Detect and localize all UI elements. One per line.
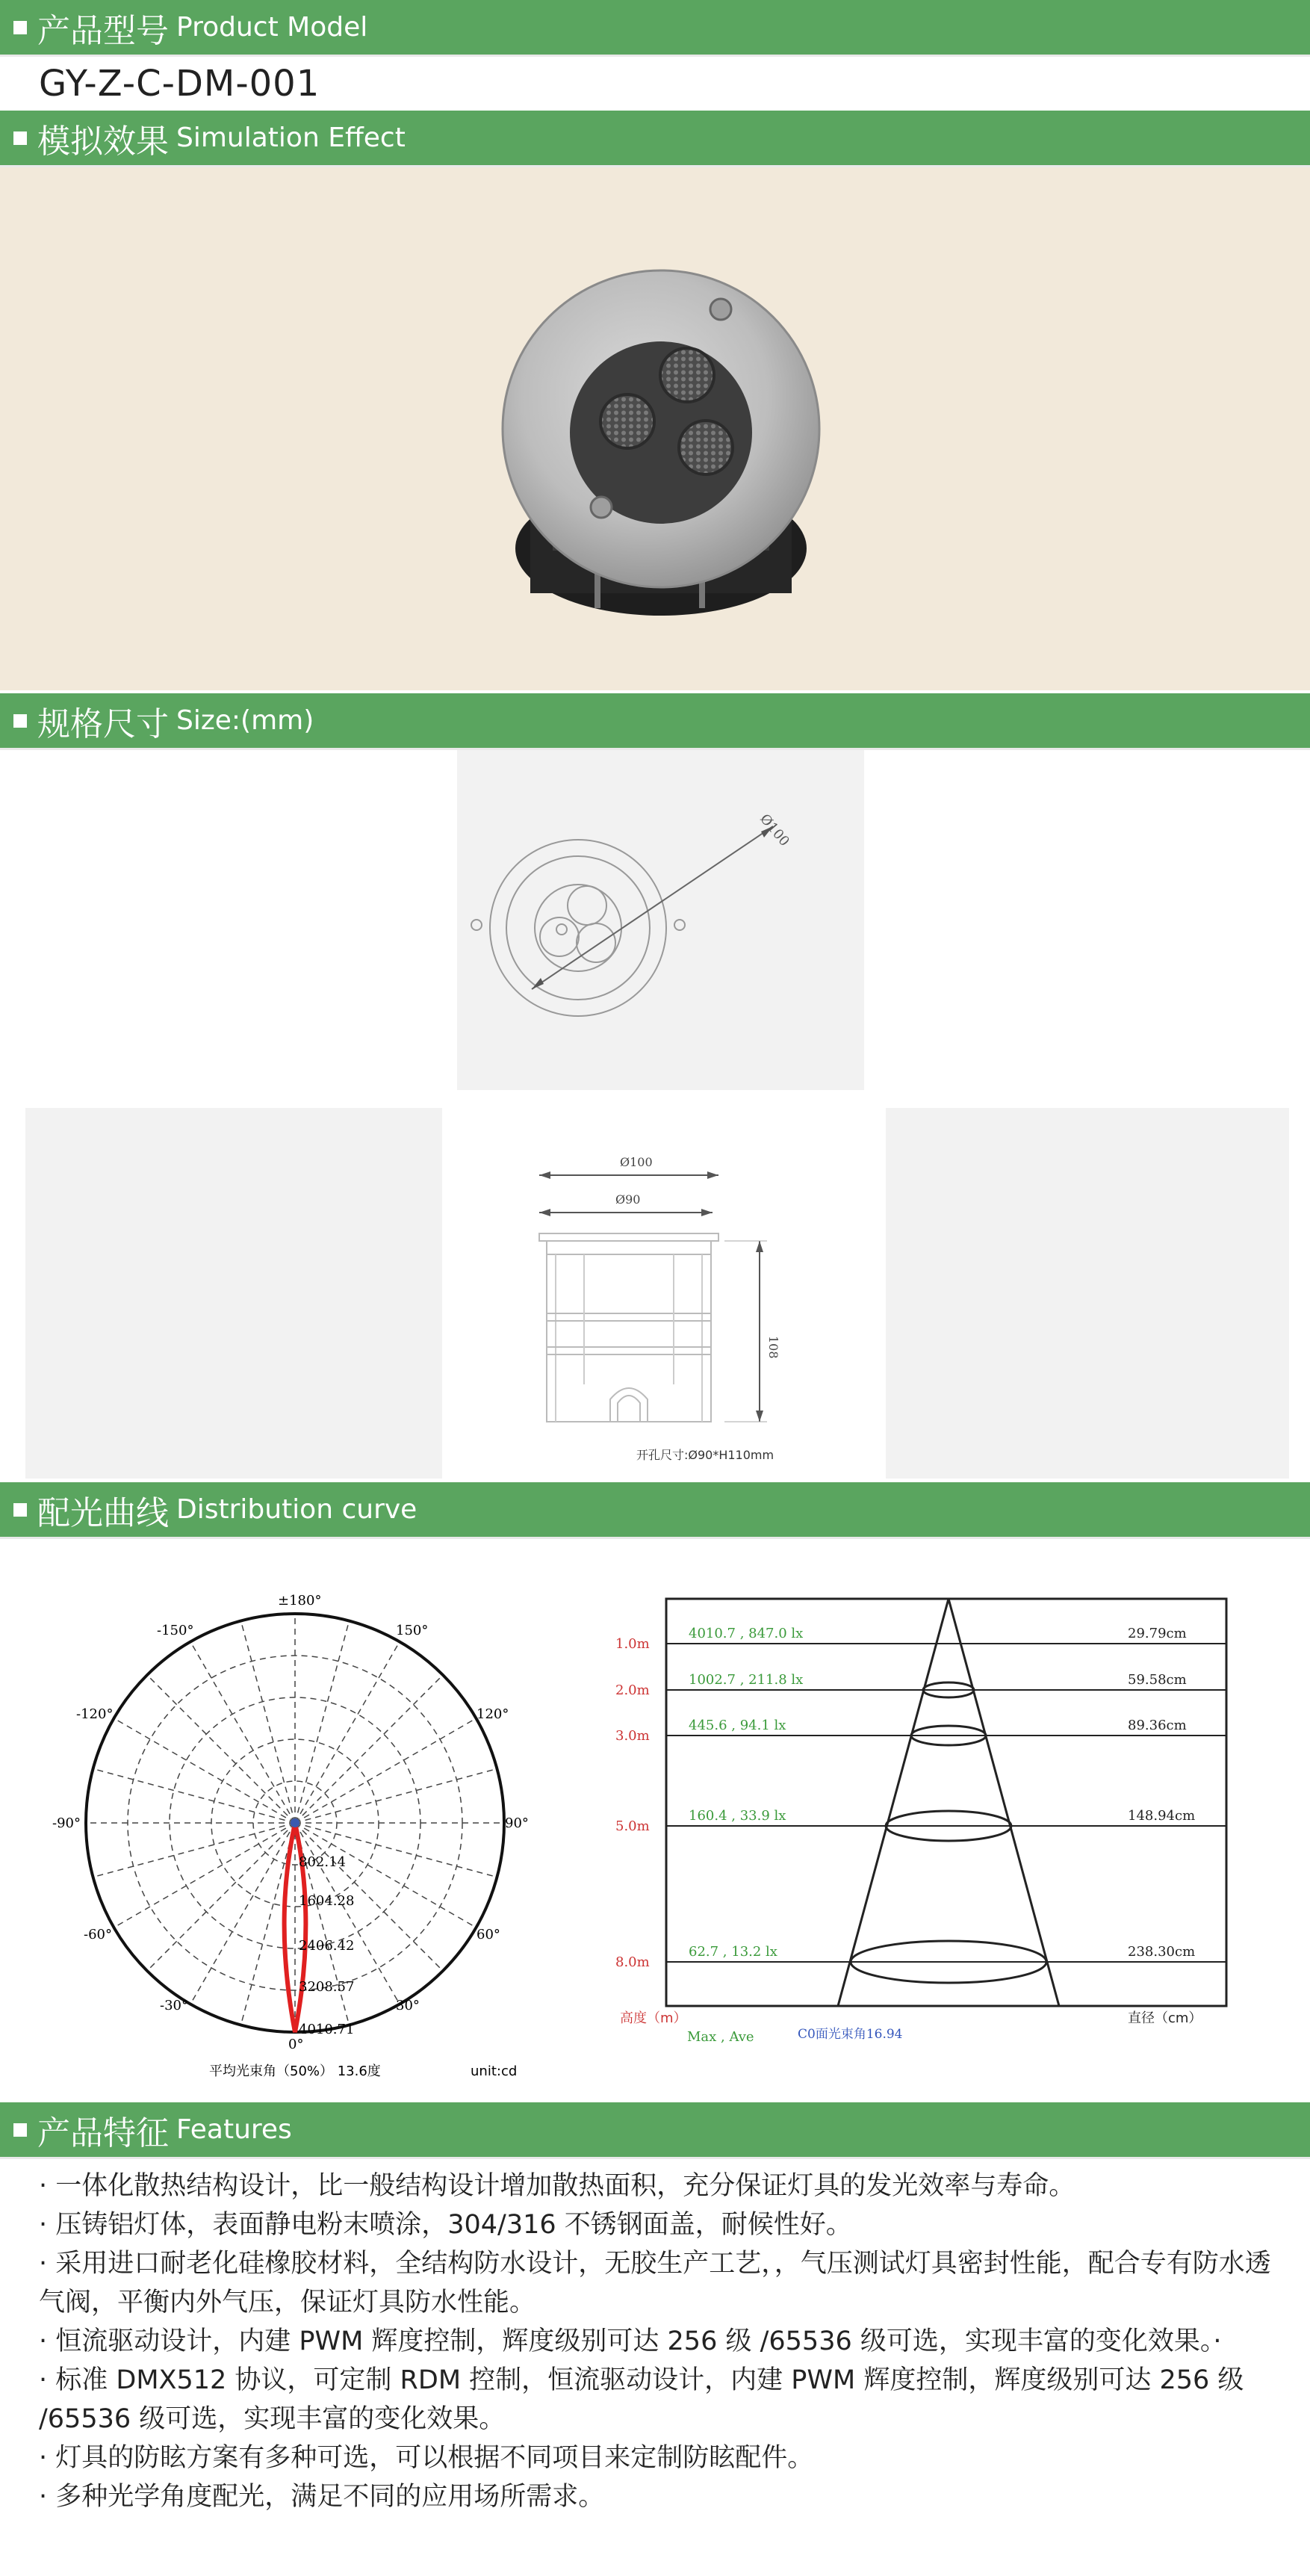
polar-spoke bbox=[114, 1823, 295, 1928]
side-right-panel bbox=[886, 1108, 1289, 1479]
c0-beam-label: C0面光束角16.94 bbox=[798, 2027, 903, 2042]
polar-spoke bbox=[295, 1675, 443, 1823]
side-inner-diameter-label: Ø90 bbox=[615, 1192, 641, 1207]
section-title-en: Distribution curve bbox=[176, 1494, 417, 1525]
angle-n90: -90° bbox=[52, 1815, 81, 1831]
illuminance-value: 62.7 , 13.2 lx bbox=[689, 1944, 777, 1960]
diameter-value: 59.58cm bbox=[1128, 1672, 1187, 1688]
section-title-cn: 产品特征 bbox=[37, 2114, 169, 2152]
polar-spoke bbox=[295, 1718, 476, 1823]
section-title-en: Product Model bbox=[176, 12, 368, 43]
features-list bbox=[39, 2167, 1279, 2516]
square-bullet-icon bbox=[13, 2123, 27, 2137]
ring-value: 1604.28 bbox=[299, 1893, 355, 1909]
top-view-drawing-panel bbox=[457, 750, 864, 1090]
model-number: GY-Z-C-DM-001 bbox=[39, 63, 320, 105]
polar-spoke bbox=[295, 1642, 400, 1823]
square-bullet-icon bbox=[13, 131, 27, 145]
polar-chart bbox=[52, 1591, 545, 2084]
ring-value: 802.14 bbox=[299, 1854, 346, 1870]
feature-item: · 一体化散热结构设计，比一般结构设计增加散热面积，充分保证灯具的发光效率与寿命。 bbox=[39, 2171, 1075, 2201]
diameter-value: 148.94cm bbox=[1128, 1808, 1196, 1824]
polar-center-dot bbox=[291, 1818, 299, 1827]
section-header-size bbox=[0, 693, 1310, 750]
polar-spoke bbox=[295, 1823, 476, 1928]
polar-spoke bbox=[93, 1823, 295, 1877]
unit-label: unit:cd bbox=[471, 2063, 518, 2079]
square-bullet-icon bbox=[13, 1503, 27, 1517]
angle-n30: -30° bbox=[160, 1998, 188, 2013]
polar-spoke bbox=[295, 1769, 497, 1823]
polar-spoke bbox=[114, 1718, 295, 1823]
polar-spoke bbox=[295, 1621, 349, 1823]
side-left-panel bbox=[25, 1108, 442, 1479]
polar-spoke bbox=[93, 1769, 295, 1823]
section-title-cn: 配光曲线 bbox=[37, 1493, 169, 1532]
illuminance-value: 4010.7 , 847.0 lx bbox=[689, 1626, 804, 1641]
angle-p30: 30° bbox=[396, 1998, 420, 2013]
section-header-model bbox=[0, 0, 1310, 57]
height-value: 3.0m bbox=[615, 1728, 650, 1744]
illuminance-value: 445.6 , 94.1 lx bbox=[689, 1718, 786, 1733]
feature-item: · 采用进口耐老化硅橡胶材料，全结构防水设计，无胶生产工艺，，气压测试灯具密封性能，配合专有防水透气阀，平衡内外气压，保证灯具防水性能。 bbox=[39, 2249, 1271, 2318]
polar-spoke bbox=[190, 1642, 295, 1823]
angle-zero: 0° bbox=[288, 2037, 304, 2052]
simulation-area bbox=[0, 167, 1310, 690]
diameter-value: 89.36cm bbox=[1128, 1718, 1187, 1733]
section-title-cn: 模拟效果 bbox=[37, 122, 169, 161]
section-header-distribution bbox=[0, 1482, 1310, 1539]
side-view-drawing bbox=[442, 1108, 886, 1479]
angle-top: ±180° bbox=[278, 1593, 322, 1609]
angle-p90: 90° bbox=[505, 1815, 529, 1831]
section-title-en: Simulation Effect bbox=[176, 123, 406, 153]
angle-p150: 150° bbox=[396, 1623, 429, 1638]
angle-n120: -120° bbox=[76, 1706, 114, 1722]
product-render-image bbox=[0, 167, 1310, 690]
height-value: 1.0m bbox=[615, 1636, 650, 1652]
feature-item: · 压铸铝灯体，表面静电粉末喷涂，304/316 不锈钢面盖，耐候性好。 bbox=[39, 2210, 852, 2240]
height-axis-label: 高度（m） bbox=[620, 2010, 687, 2026]
max-ave-label: Max , Ave bbox=[687, 2029, 754, 2045]
diameter-axis-label: 直径（cm） bbox=[1128, 2010, 1202, 2026]
ring-value: 4010.71 bbox=[299, 2022, 355, 2037]
cutout-label: 开孔尺寸:Ø90*H110mm bbox=[636, 1448, 774, 1462]
height-value: 8.0m bbox=[615, 1954, 650, 1970]
diameter-value: 29.79cm bbox=[1128, 1626, 1187, 1641]
angle-p120: 120° bbox=[476, 1706, 509, 1722]
side-outer-diameter-label: Ø100 bbox=[620, 1155, 653, 1169]
feature-item: · 恒流驱动设计，内建 PWM 辉度控制，辉度级别可达 256 级 /65536 级可选，实现丰富的变化效果。· bbox=[39, 2326, 1222, 2356]
section-title-en: Size:(mm) bbox=[176, 705, 314, 736]
polar-spoke bbox=[147, 1675, 295, 1823]
illuminance-value: 1002.7 , 211.8 lx bbox=[689, 1672, 804, 1688]
diameter-value: 238.30cm bbox=[1128, 1944, 1196, 1960]
angle-n60: -60° bbox=[84, 1927, 112, 1942]
illuminance-chart bbox=[605, 1584, 1247, 2062]
feature-item: · 灯具的防眩方案有多种可选，可以根据不同项目来定制防眩配件。 bbox=[39, 2443, 814, 2473]
feature-item: · 标准 DMX512 协议，可定制 RDM 控制，恒流驱动设计，内建 PWM 辉度控制，辉度级别可达 256 级 /65536 级可选，实现丰富的变化效果。 bbox=[39, 2365, 1244, 2434]
angle-n150: -150° bbox=[157, 1623, 194, 1638]
polar-spoke bbox=[295, 1823, 400, 2004]
polar-spoke bbox=[147, 1823, 295, 1971]
feature-item: · 多种光学角度配光，满足不同的应用场所需求。 bbox=[39, 2482, 605, 2512]
ring-value: 2406.42 bbox=[299, 1938, 355, 1954]
square-bullet-icon bbox=[13, 21, 27, 34]
top-diameter-label: Ø100 bbox=[757, 811, 792, 849]
side-view-drawing-panel bbox=[442, 1108, 886, 1479]
polar-spoke bbox=[190, 1823, 295, 2004]
angle-p60: 60° bbox=[476, 1927, 500, 1942]
height-label: 108 bbox=[766, 1336, 780, 1359]
section-title-cn: 产品型号 bbox=[37, 11, 169, 50]
beam-angle-label: 平均光束角（50%） 13.6度 bbox=[209, 2063, 381, 2079]
ring-value: 3208.57 bbox=[299, 1979, 355, 1995]
height-value: 5.0m bbox=[615, 1818, 650, 1834]
section-header-features bbox=[0, 2102, 1310, 2159]
section-title-en: Features bbox=[176, 2114, 292, 2145]
top-view-drawing bbox=[457, 750, 864, 1090]
section-header-simulation bbox=[0, 111, 1310, 167]
polar-spoke bbox=[241, 1621, 295, 1823]
illuminance-value: 160.4 , 33.9 lx bbox=[689, 1808, 786, 1824]
height-value: 2.0m bbox=[615, 1682, 650, 1698]
square-bullet-icon bbox=[13, 714, 27, 728]
section-title-cn: 规格尺寸 bbox=[37, 705, 169, 743]
